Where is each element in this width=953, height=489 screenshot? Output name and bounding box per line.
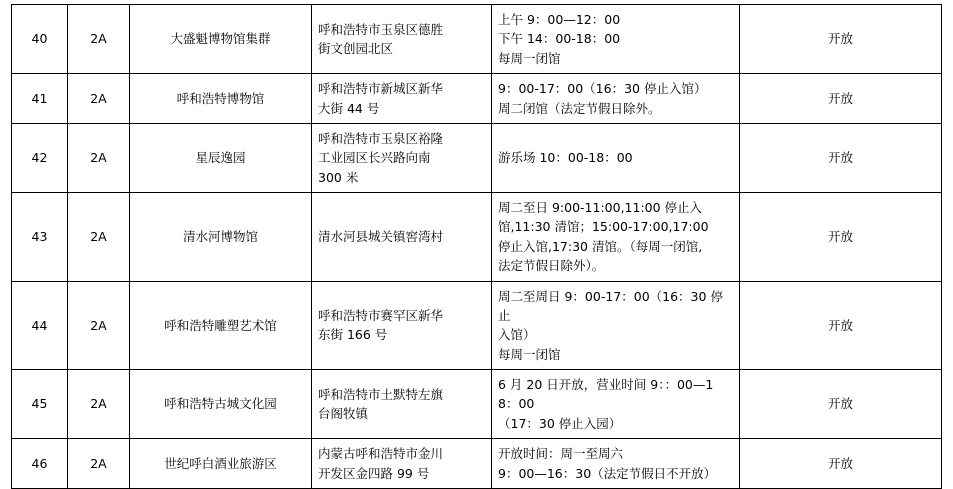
cell-name: 呼和浩特古城文化园 — [130, 370, 312, 439]
cell-address-line: 开发区金四路 99 号 — [318, 465, 430, 481]
cell-address — [312, 74, 492, 124]
cell-hours-line: 每周一闭馆 — [498, 50, 561, 66]
document-page — [0, 4, 953, 481]
cell-level: 2A — [68, 439, 130, 489]
cell-status: 开放 — [740, 5, 942, 74]
cell-level: 2A — [68, 281, 130, 370]
table-body — [12, 5, 942, 489]
cell-status: 开放 — [740, 281, 942, 370]
cell-address-line: 呼和浩特市赛罕区新华 — [318, 307, 444, 323]
cell-status: 开放 — [740, 123, 942, 192]
attraction-table — [11, 4, 942, 489]
cell-hours — [492, 439, 740, 489]
cell-address — [312, 193, 492, 282]
cell-index: 43 — [12, 193, 68, 282]
cell-index: 41 — [12, 74, 68, 124]
cell-address-line: 大街 44 号 — [318, 100, 380, 116]
cell-name: 清水河博物馆 — [130, 193, 312, 282]
cell-hours — [492, 370, 740, 439]
cell-address-line: 台阁牧镇 — [318, 406, 369, 422]
cell-hours-line: 周二闭馆（法定节假日除外。 — [498, 100, 661, 116]
cell-name: 大盛魁博物馆集群 — [130, 5, 312, 74]
cell-hours — [492, 281, 740, 370]
cell-index: 46 — [12, 439, 68, 489]
cell-level: 2A — [68, 370, 130, 439]
table-row — [12, 439, 942, 489]
cell-level: 2A — [68, 123, 130, 192]
cell-name: 呼和浩特博物馆 — [130, 74, 312, 124]
cell-hours — [492, 123, 740, 192]
cell-address-line: 300 米 — [318, 169, 359, 185]
cell-hours-line: 上午 9：00—12：00 — [498, 12, 621, 27]
table-row — [12, 5, 942, 74]
cell-hours-line: 入馆） — [498, 327, 536, 343]
cell-level: 2A — [68, 193, 130, 282]
cell-hours-line: 开放时间：周一至周六 — [498, 446, 624, 462]
cell-address — [312, 439, 492, 489]
cell-address — [312, 281, 492, 370]
cell-address-line: 街文创园北区 — [318, 41, 394, 57]
cell-hours — [492, 5, 740, 74]
cell-name: 呼和浩特雕塑艺术馆 — [130, 281, 312, 370]
cell-index: 44 — [12, 281, 68, 370]
cell-hours-line: 周二至周日 9：00-17：00（16：30 停止 — [498, 288, 723, 323]
table-row — [12, 74, 942, 124]
cell-status: 开放 — [740, 74, 942, 124]
table-row — [12, 193, 942, 282]
cell-index: 40 — [12, 5, 68, 74]
cell-address-line: 清水河县城关镇窖湾村 — [318, 229, 444, 245]
cell-address-line: 呼和浩特市土默特左旗 — [318, 386, 444, 402]
cell-hours-line: 每周一闭馆 — [498, 346, 561, 362]
cell-address — [312, 5, 492, 74]
cell-name: 世纪呼白酒业旅游区 — [130, 439, 312, 489]
cell-address — [312, 370, 492, 439]
cell-address-line: 工业园区长兴路向南 — [318, 150, 431, 166]
cell-hours-line: （17：30 停止入园） — [498, 415, 622, 431]
cell-address-line: 呼和浩特市玉泉区德胜 — [318, 21, 444, 37]
cell-hours-line: 停止入馆,17:30 清馆。（每周一闭馆, — [498, 238, 703, 254]
cell-address — [312, 123, 492, 192]
cell-hours-line: 法定节假日除外）。 — [498, 258, 605, 274]
cell-hours-line: 周二至日 9:00-11:00,11:00 停止入 — [498, 200, 703, 215]
cell-hours — [492, 193, 740, 282]
cell-address-line: 内蒙古呼和浩特市金川 — [318, 446, 444, 462]
cell-hours-line: 9：00—16：30（法定节假日不开放） — [498, 465, 717, 481]
cell-level: 2A — [68, 5, 130, 74]
cell-level: 2A — [68, 74, 130, 124]
cell-index: 45 — [12, 370, 68, 439]
cell-address-line: 东街 166 号 — [318, 327, 388, 343]
cell-hours-line: 6 月 20 日开放，营业时间 9：：00—18：00 — [498, 377, 714, 412]
cell-status: 开放 — [740, 193, 942, 282]
cell-hours-line: 馆,11:30 清馆；15:00-17:00,17:00 — [498, 219, 709, 235]
table-row — [12, 123, 942, 192]
cell-address-line: 呼和浩特市新城区新华 — [318, 81, 444, 97]
cell-hours-line: 游乐场 10：00-18：00 — [498, 150, 633, 166]
table-row — [12, 370, 942, 439]
cell-status: 开放 — [740, 370, 942, 439]
cell-status: 开放 — [740, 439, 942, 489]
cell-address-line: 呼和浩特市玉泉区裕隆 — [318, 130, 444, 146]
cell-name: 星辰逸园 — [130, 123, 312, 192]
cell-hours — [492, 74, 740, 124]
cell-hours-line: 下午 14：00-18：00 — [498, 31, 621, 47]
table-row — [12, 281, 942, 370]
cell-hours-line: 9：00-17：00（16：30 停止入馆） — [498, 81, 707, 97]
cell-index: 42 — [12, 123, 68, 192]
